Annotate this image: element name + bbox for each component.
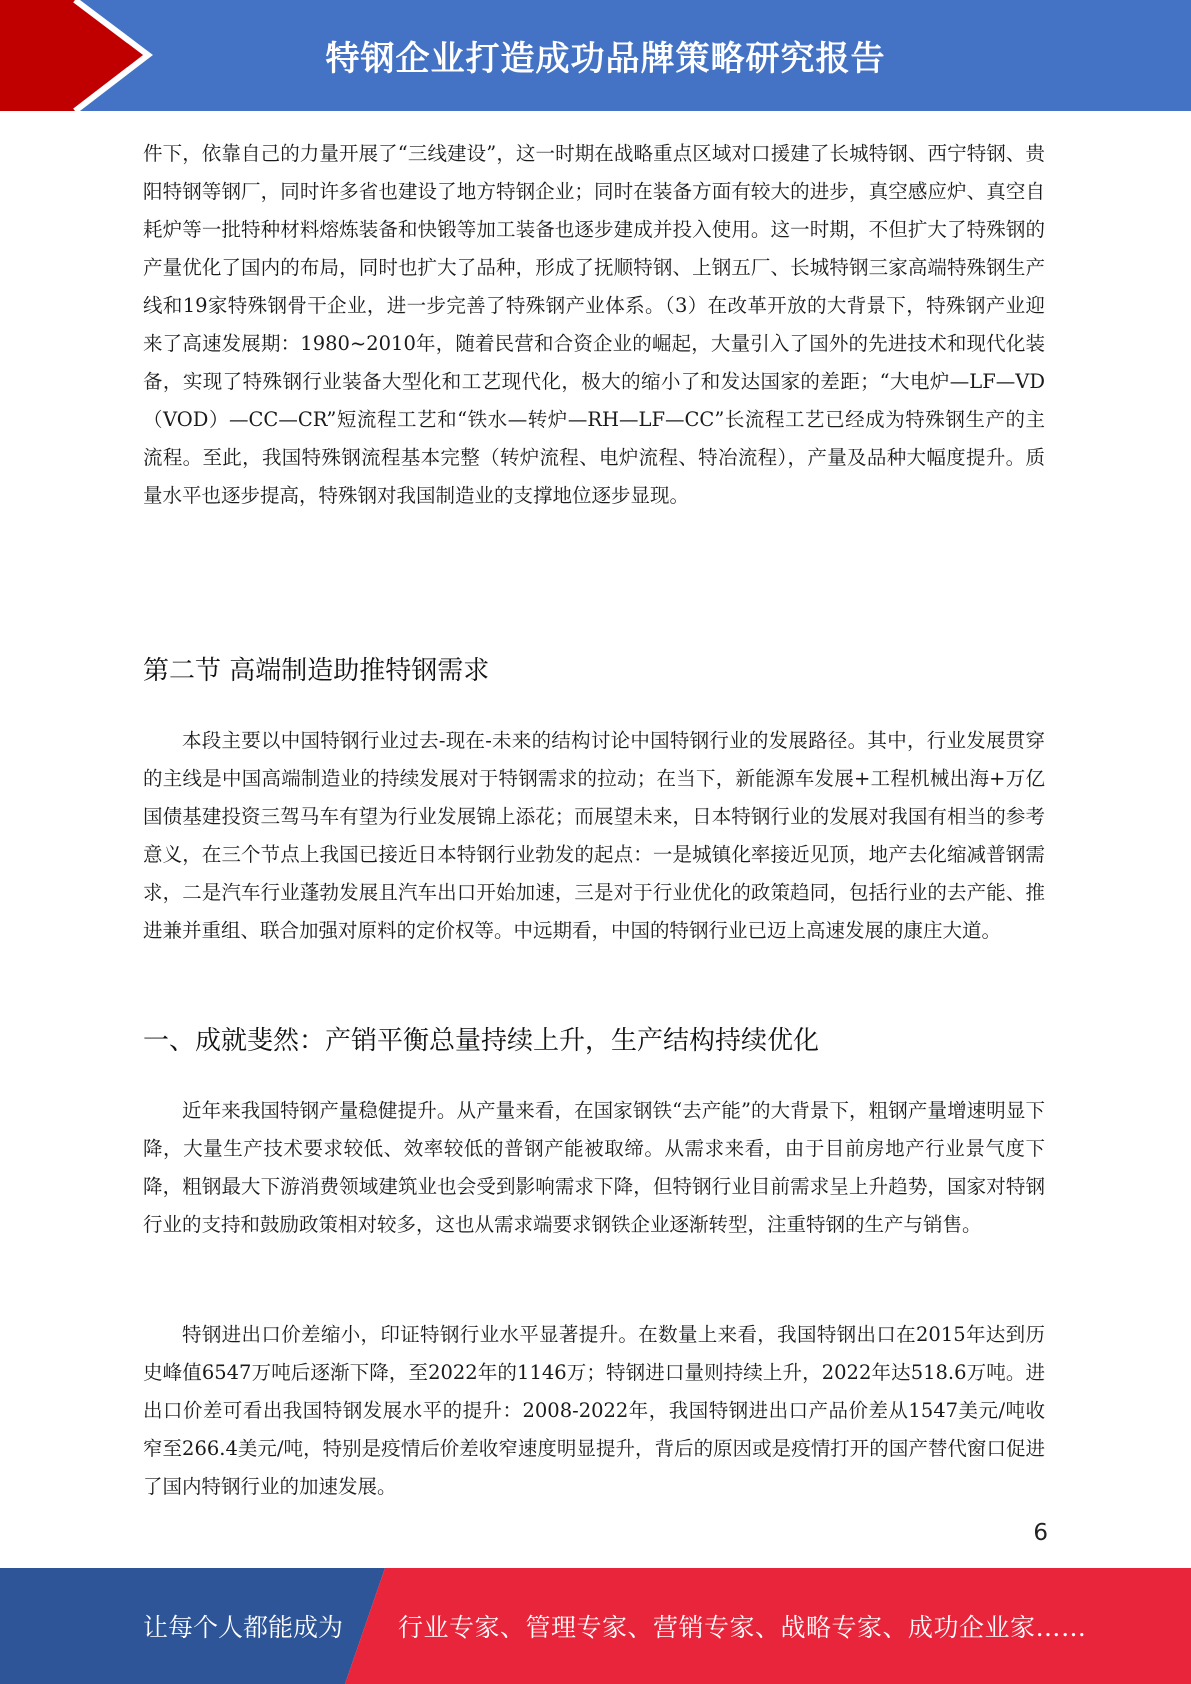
- footer-slogan-right: 行业专家、管理专家、营销专家、战略专家、成功企业家……: [398, 1613, 1087, 1642]
- subsection-heading: 一、成就斐然：产销平衡总量持续上升，生产结构持续优化: [143, 1026, 820, 1056]
- production-paragraph-block: [143, 1092, 1045, 1244]
- footer-band: [0, 1568, 1191, 1684]
- header-arrow-icon: [0, 0, 160, 111]
- continued-paragraph-block: [143, 135, 1045, 515]
- section-heading: 第二节 高端制造助推特钢需求: [143, 656, 490, 686]
- paragraph-production: 近年来我国特钢产量稳健提升。从产量来看，在国家钢铁“去产能”的大背景下，粗钢产量增速明显下降，大量生产技术要求较低、效率较低的普钢产能被取缔。从需求来看，由于目前房地产行业景气度下降，粗钢最大下游消费领域建筑业也会受到影响需求下降，但特钢行业目前需求呈上升趋势，国家对特钢行业的支持和鼓励政策相对较多，这也从需求端要求钢铁企业逐渐转型，注重特钢的生产与销售。: [143, 1099, 1045, 1236]
- paragraph-continued: 件下，依靠自己的力量开展了“三线建设”，这一时期在战略重点区域对口援建了长城特钢、西宁特钢、贵阳特钢等钢厂，同时许多省也建设了地方特钢企业；同时在装备方面有较大的进步，真空感应炉、真空自耗炉等一批特种材料熔炼装备和快锻等加工装备也逐步建成并投入使用。这一时期，不但扩大了特殊钢的产量优化了国内的布局，同时也扩大了品种，形成了抚顺特钢、上钢五厂、长城特钢三家高端特殊钢生产线和19家特殊钢骨干企业，进一步完善了特殊钢产业体系。（3）在改革开放的大背景下，特殊钢产业迎来了高速发展期：1980~2010年，随着民营和合资企业的崛起，大量引入了国外的先进技术和现代化装备，实现了特殊钢行业装备大型化和工艺现代化，极大的缩小了和发达国家的差距；“大电炉—LF—VD（VOD）—CC—CR”短流程工艺和“铁水—转炉—RH—LF—CC”长流程工艺已经成为特殊钢生产的主流程。至此，我国特殊钢流程基本完整（转炉流程、电炉流程、特冶流程），产量及品种大幅度提升。质量水平也逐步提高，特殊钢对我国制造业的支撑地位逐步显现。: [143, 142, 1045, 507]
- report-title: 特钢企业打造成功品牌策略研究报告: [325, 39, 886, 79]
- paragraph-trade: 特钢进出口价差缩小，印证特钢行业水平显著提升。在数量上来看，我国特钢出口在2015年达到历史峰值6547万吨后逐渐下降，至2022年的1146万；特钢进口量则持续上升，2022年达518.6万吨。进出口价差可看出我国特钢发展水平的提升：2008-2022年，我国特钢进出口产品价差从1547美元/吨收窄至266.4美元/吨，特别是疫情后价差收窄速度明显提升，背后的原因或是疫情打开的国产替代窗口促进了国内特钢行业的加速发展。: [143, 1323, 1045, 1498]
- header-band: [0, 0, 1191, 111]
- trade-paragraph-block: [143, 1316, 1045, 1506]
- page-number: 6: [1033, 1520, 1048, 1546]
- paragraph-intro: 本段主要以中国特钢行业过去-现在-未来的结构讨论中国特钢行业的发展路径。其中，行业发展贯穿的主线是中国高端制造业的持续发展对于特钢需求的拉动；在当下，新能源车发展+工程机械出海+万亿国债基建投资三驾马车有望为行业发展锦上添花；而展望未来，日本特钢行业的发展对我国有相当的参考意义，在三个节点上我国已接近日本特钢行业勃发的起点：一是城镇化率接近见顶，地产去化缩减普钢需求，二是汽车行业蓬勃发展且汽车出口开始加速，三是对于行业优化的政策趋同，包括行业的去产能、推进兼并重组、联合加强对原料的定价权等。中远期看，中国的特钢行业已迈上高速发展的康庄大道。: [143, 729, 1045, 942]
- section-intro-block: [143, 722, 1045, 950]
- footer-slogan-left: 让每个人都能成为: [143, 1613, 344, 1642]
